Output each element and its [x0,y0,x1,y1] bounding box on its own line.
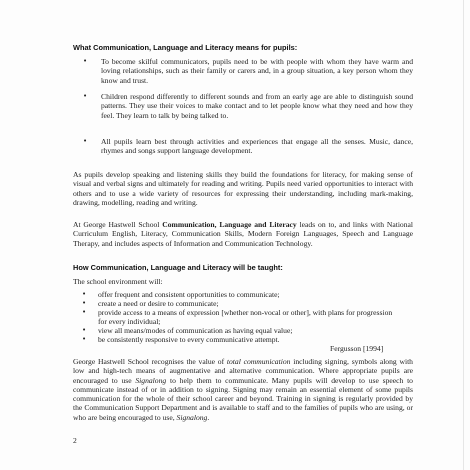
environment-item-5: be consistently responsive to every communicative attempt. [98,335,280,344]
paragraph-total-communication: George Hastwell School recognises the value of total communication including signing, symbols along with low and high-tech means of augmentative and alternative communication. Where appropriate pupils are encouraged to use Signalong to help them to communicate. Many pupils will develop to use speech to communicate instead of or in addition to signing. Signing may remain an essential element of some pupils communication for the whole of their school career and beyond. Training in signing is regularly provided by the Communication Support Department and is available to staff and to the families of pupils who are using, or who are being encouraged to use, Signalong. [73,357,413,422]
heading-what-cll: What Communication, Language and Literacy means for pupils: [73,43,298,52]
citation: Fergusson [1994] [330,344,384,353]
bullet-marker: • [82,290,87,298]
bullet-marker: • [82,308,87,316]
environment-item-1: offer frequent and consistent opportunities to communicate; [98,290,280,299]
bullet-text-1: To become skilful communicators, pupils need to be with people with whom they have warm and loving relationships, such as their family or carers and, in a group situation, a key person whom they know and trust. [101,57,413,85]
paragraph-literacy: As pupils develop speaking and listening skills they build the foundations for literacy, for making sense of visual and verbal signs and ultimately for reading and writing. Pupils need varied opportunities to interact with others and to use a wide variety of resources for expressing their understanding, including mark-making, drawing, modelling, reading and writing. [73,170,413,207]
bullet-marker: • [83,57,88,65]
bullet-marker: • [82,335,87,343]
bullet-text-2: Children respond differently to different sounds and from an early age are able to distinguish sound patterns. They use their voices to make contact and to let people know what they need and how they feel. They learn to talk by being talked to. [101,92,413,120]
bullet-marker: • [83,137,88,145]
bullet-text-3: All pupils learn best through activities and experiences that engage all the senses. Music, dance, rhymes and songs support language development. [101,137,413,156]
bullet-marker: • [83,92,88,100]
bullet-marker: • [82,326,87,334]
page-number: 2 [73,436,77,445]
bold-subject-name: Communication, Language and Literacy [162,220,297,229]
term-signalong: Signalong [176,412,208,422]
environment-item-4: view all means/modes of communication as having equal value; [98,326,293,335]
environment-item-2: create a need or desire to communicate; [98,299,219,308]
bullet-marker: • [82,299,87,307]
paragraph-links: At George Hastwell School Communication, Language and Literacy leads on to, and links with National Curriculum English, Literacy, Communication Skills, Modern Foreign Languages, Speech and Language Therapy, and includes aspects of Information and Communication Technology. [73,220,414,248]
term-total-communication: total communication [226,357,291,366]
heading-how-taught: How Communication, Language and Literacy will be taught: [73,263,283,272]
page-edge [463,0,464,470]
term-signalong: Signalong [135,375,167,385]
intro-line: The school environment will: [73,277,163,286]
environment-item-3: provide access to a means of expression [whether non-vocal or other], with plans for progression for every individual; [98,308,393,327]
